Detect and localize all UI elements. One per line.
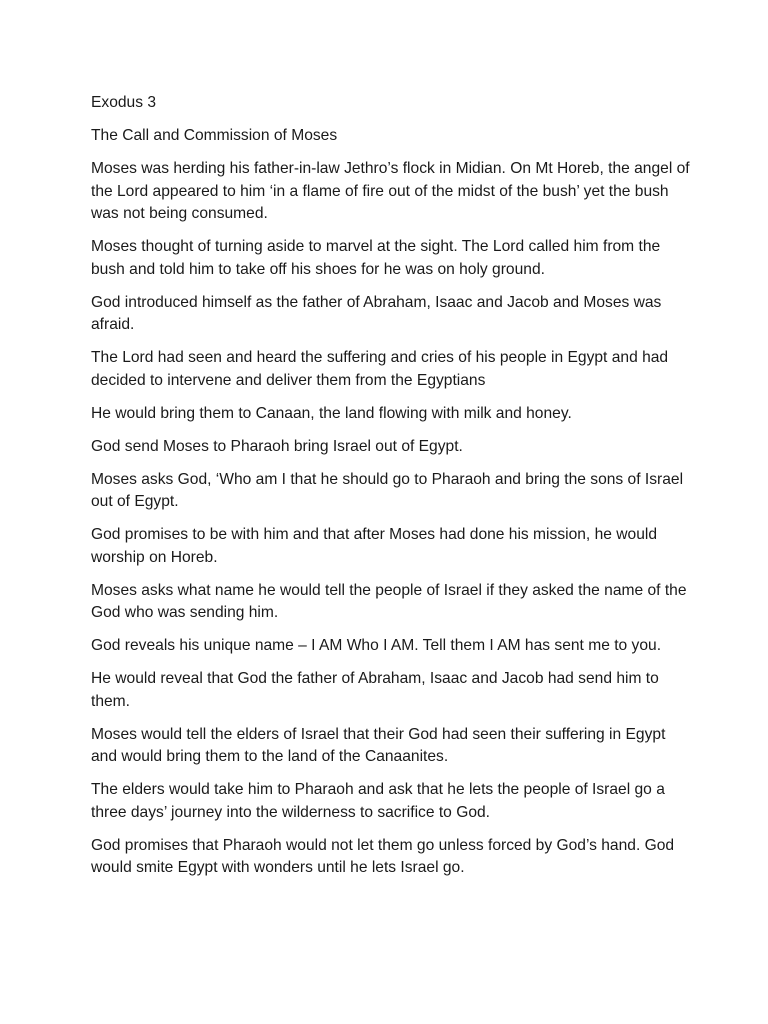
paragraph: Moses thought of turning aside to marvel at the sight. The Lord called him from the bush and told him to take off his shoes for he was on holy ground. xyxy=(91,238,661,278)
document-body xyxy=(91,92,691,890)
paragraph: Moses was herding his father-in-law Jethro’s flock in Midian. On Mt Horeb, the angel of the Lord appeared to him ‘in a flame of fire out of the midst of the bush’ yet the bush was not being consumed. xyxy=(91,160,690,222)
document-subtitle: The Call and Commission of Moses xyxy=(91,127,338,144)
paragraph: God send Moses to Pharaoh bring Israel out of Egypt. xyxy=(91,437,463,455)
paragraph: God promises to be with him and that after Moses had done his mission, he would worship on Horeb. xyxy=(91,526,658,566)
paragraph: Moses asks God, ‘Who am I that he should go to Pharaoh and bring the sons of Israel out of Egypt. xyxy=(91,470,684,510)
paragraph: He would reveal that God the father of Abraham, Isaac and Jacob had send him to them. xyxy=(91,670,659,710)
paragraph: The Lord had seen and heard the suffering and cries of his people in Egypt and had decided to intervene and deliver them from the Egyptians xyxy=(91,349,669,389)
document-heading: Exodus 3 xyxy=(91,94,157,111)
paragraph: Moses asks what name he would tell the people of Israel if they asked the name of the God who was sending him. xyxy=(91,581,687,621)
paragraph: Moses would tell the elders of Israel that their God had seen their suffering in Egypt and would bring them to the land of the Canaanites. xyxy=(91,725,666,765)
paragraph: God promises that Pharaoh would not let them go unless forced by God’s hand. God would smite Egypt with wonders until he lets Israel go. xyxy=(91,836,675,876)
paragraph: God introduced himself as the father of Abraham, Isaac and Jacob and Moses was afraid. xyxy=(91,293,662,333)
paragraph: The elders would take him to Pharaoh and ask that he lets the people of Israel go a three days’ journey into the wilderness to sacrifice to God. xyxy=(91,781,665,821)
paragraph: He would bring them to Canaan, the land flowing with milk and honey. xyxy=(91,404,572,422)
paragraph: God reveals his unique name – I AM Who I AM. Tell them I AM has sent me to you. xyxy=(91,637,662,654)
